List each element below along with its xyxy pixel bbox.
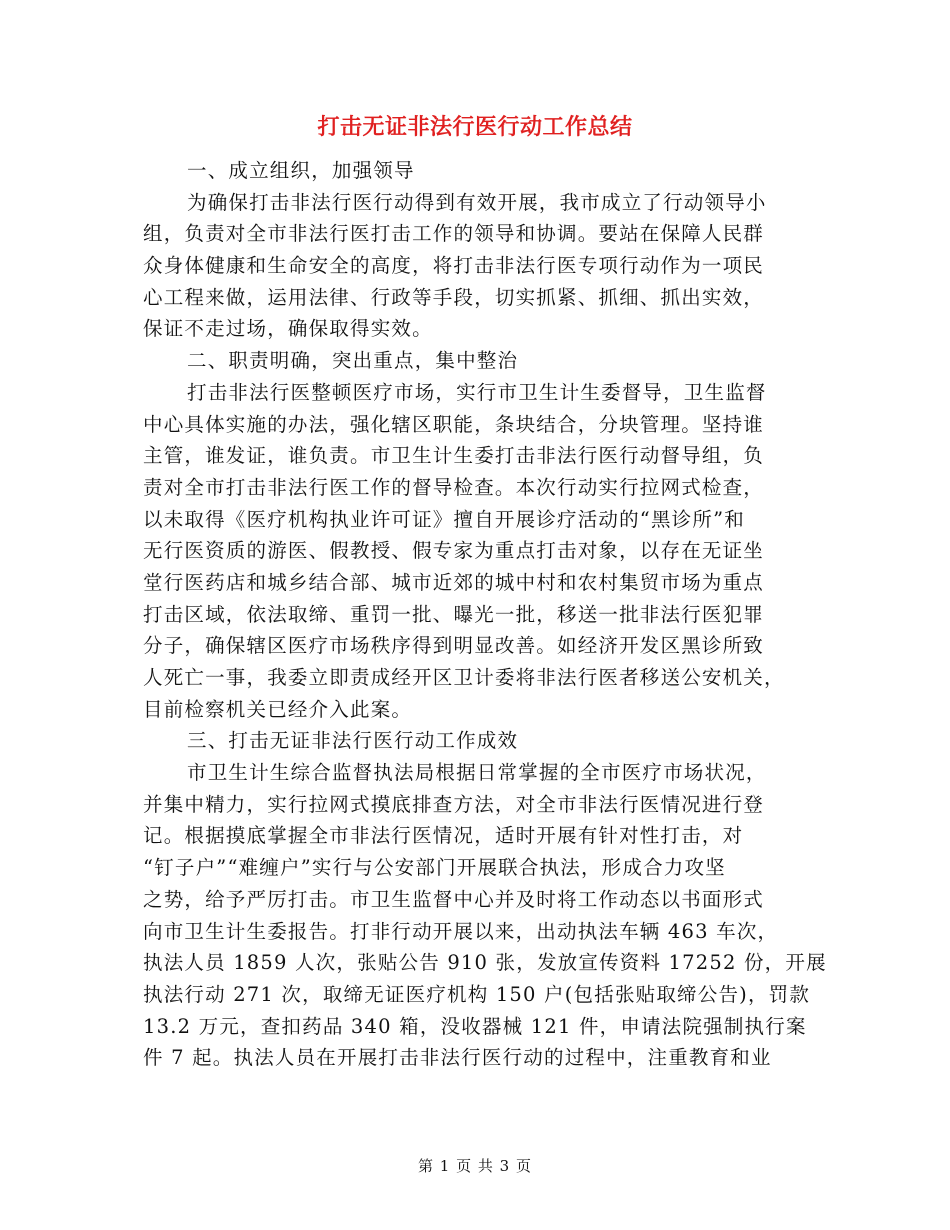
body-line: 记。根据摸底掌握全市非法行医情况，适时开展有针对性打击，对 bbox=[143, 824, 744, 848]
body-line: 保证不走过场，确保取得实效。 bbox=[143, 317, 433, 341]
body-line: 市卫生计生综合监督执法局根据日常掌握的全市医疗市场状况， bbox=[187, 761, 767, 785]
section-heading-1: 一、成立组织，加强领导 bbox=[187, 159, 415, 182]
body-line: “钉子户”“难缠户”实行与公安部门开展联合执法，形成合力攻坚 bbox=[143, 856, 726, 880]
body-line: 责对全市打击非法行医工作的督导检查。本次行动实行拉网式检查， bbox=[143, 475, 765, 499]
body-line: 打击区域，依法取缔、重罚一批、曝光一批，移送一批非法行医犯罪 bbox=[143, 602, 765, 626]
body-line: 执法行动 271 次，取缔无证医疗机构 150 户(包括张贴取缔公告)，罚款 bbox=[143, 982, 811, 1006]
body-line: 人死亡一事，我委立即责成经开区卫计委将非法行医者移送公安机关， bbox=[143, 666, 785, 689]
body-line: 为确保打击非法行医行动得到有效开展，我市成立了行动领导小 bbox=[187, 190, 767, 214]
document-title: 打击无证非法行医行动工作总结 bbox=[317, 114, 633, 140]
body-line: 主管，谁发证，谁负责。市卫生计生委打击非法行医行动督导组，负 bbox=[143, 444, 765, 468]
page-number-footer: 第 1 页 共 3 页 bbox=[418, 1157, 532, 1175]
body-line: 13.2 万元，查扣药品 340 箱，没收器械 121 件，申请法院强制执行案 bbox=[143, 1014, 807, 1038]
body-line: 无行医资质的游医、假教授、假专家为重点打击对象，以存在无证坐 bbox=[143, 539, 765, 563]
body-line: 目前检察机关已经介入此案。 bbox=[143, 697, 413, 721]
body-line: 心工程来做，运用法律、行政等手段，切实抓紧、抓细、抓出实效， bbox=[143, 285, 765, 309]
body-line: 堂行医药店和城乡结合部、城市近郊的城中村和农村集贸市场为重点 bbox=[143, 570, 765, 594]
body-line: 执法人员 1859 人次，张贴公告 910 张，发放宣传资料 17252 份，开展 bbox=[143, 951, 827, 975]
body-line: 以未取得《医疗机构执业许可证》擅自开展诊疗活动的“黑诊所”和 bbox=[143, 507, 745, 531]
body-line: 之势，给予严厉打击。市卫生监督中心并及时将工作动态以书面形式 bbox=[143, 887, 765, 911]
body-line: 众身体健康和生命安全的高度，将打击非法行医专项行动作为一项民 bbox=[143, 254, 765, 278]
body-line: 组，负责对全市非法行医打击工作的领导和协调。要站在保障人民群 bbox=[143, 222, 765, 246]
document-body bbox=[143, 155, 827, 1074]
body-line: 分子，确保辖区医疗市场秩序得到明显改善。如经济开发区黑诊所致 bbox=[143, 634, 765, 658]
body-line: 中心具体实施的办法，强化辖区职能，条块结合，分块管理。坚持谁 bbox=[143, 412, 765, 436]
body-line: 向市卫生计生委报告。打非行动开展以来，出动执法车辆 463 车次， bbox=[143, 919, 779, 943]
body-line: 并集中精力，实行拉网式摸底排查方法，对全市非法行医情况进行登 bbox=[143, 792, 765, 816]
body-line: 打击非法行医整顿医疗市场，实行市卫生计生委督导，卫生监督 bbox=[187, 380, 767, 404]
section-heading-3: 三、打击无证非法行医行动工作成效 bbox=[187, 729, 519, 753]
body-line: 件 7 起。执法人员在开展打击非法行医行动的过程中，注重教育和业 bbox=[143, 1046, 772, 1070]
section-heading-2: 二、职责明确，突出重点，集中整治 bbox=[187, 349, 519, 373]
